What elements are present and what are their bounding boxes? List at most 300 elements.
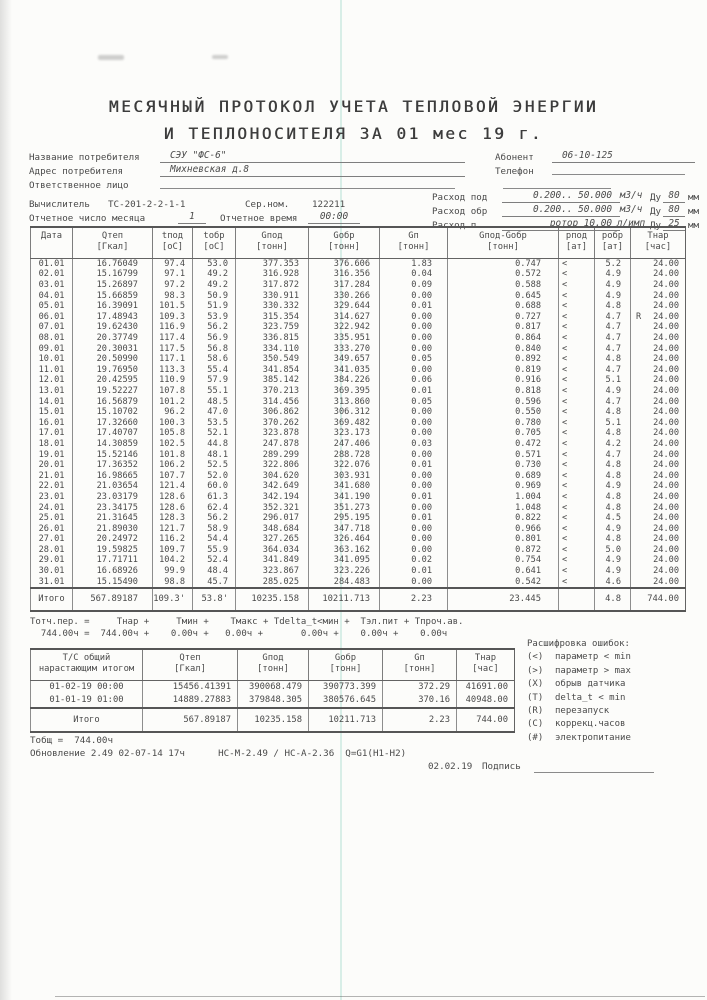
tnar-value: 24.00 — [653, 364, 679, 375]
cell: 30.01 — [31, 566, 73, 577]
cell: 116.2 — [153, 534, 193, 545]
cell: 0.05 — [380, 354, 448, 365]
column-header — [559, 227, 595, 258]
legend-code: (<) — [527, 652, 544, 663]
cell: 58.6 — [193, 354, 236, 365]
cell: 333.270 — [309, 344, 380, 355]
cell: 323.759 — [236, 322, 309, 333]
flow-value-2: ротор 10.00 — [502, 218, 620, 231]
cell: 19.62430 — [73, 322, 153, 333]
footer-date: 02.02.19 — [428, 761, 473, 772]
column-title: Тнар — [647, 231, 669, 241]
cell: 56.9 — [193, 333, 236, 344]
cell: 4.7 — [595, 322, 631, 333]
cell: 314.456 — [236, 397, 309, 408]
cell: < — [559, 407, 595, 418]
total-tnar: 744.00 — [631, 588, 686, 611]
cell: 03.01 — [31, 280, 73, 291]
cell: 329.644 — [309, 301, 380, 312]
column-header — [457, 649, 515, 680]
column-unit: [тонн] — [256, 242, 288, 253]
cell: 27.01 — [31, 534, 73, 545]
cell-tnar — [631, 481, 686, 492]
cell: 121.7 — [153, 524, 193, 535]
tnar-value: 24.00 — [653, 566, 679, 577]
cell: 97.2 — [153, 280, 193, 291]
cell: 15.15490 — [73, 577, 153, 589]
cell: 1.83 — [380, 258, 448, 269]
consumer-name-value: СЭУ "ФС-6" — [160, 150, 465, 163]
cell: 52.5 — [193, 460, 236, 471]
cell: 52.1 — [193, 428, 236, 439]
tnar-value: 24.00 — [653, 269, 679, 280]
column-title: tпод — [161, 231, 184, 241]
cell: 0.472 — [448, 439, 559, 450]
cell: 247.878 — [236, 439, 309, 450]
flow-du-value-2: 25 — [663, 218, 685, 231]
cell: 0.688 — [448, 301, 559, 312]
tnar-value: 24.00 — [653, 460, 679, 471]
column-title: Gобр — [333, 231, 355, 241]
cell: 4.6 — [595, 577, 631, 589]
cell: 16.68926 — [73, 566, 153, 577]
table-row — [31, 471, 686, 482]
cell: 117.4 — [153, 333, 193, 344]
column-unit: [тонн] — [397, 242, 430, 253]
column-header — [31, 649, 143, 680]
cell: 4.8 — [595, 503, 631, 514]
cell-tnar — [631, 460, 686, 471]
cell: 41691.00 — [457, 680, 515, 694]
table-row — [31, 269, 686, 280]
column-unit: [тонн] — [487, 242, 519, 253]
cell: 0.00 — [380, 312, 448, 323]
cell: 45.7 — [193, 577, 236, 589]
cell: < — [559, 258, 595, 269]
calculator-label: Вычислитель — [29, 199, 90, 210]
cell-tnar — [631, 566, 686, 577]
tnar-value: 24.00 — [653, 491, 679, 502]
total-tpod: 109.3' — [153, 588, 193, 611]
cell: 09.01 — [31, 344, 73, 355]
tnar-value: 24.00 — [653, 417, 679, 428]
cell: 01-02-19 00:00 — [31, 680, 143, 694]
cell: 4.8 — [595, 534, 631, 545]
cell: 330.332 — [236, 301, 309, 312]
tnar-value: 24.00 — [653, 311, 679, 322]
cell: 0.01 — [380, 460, 448, 471]
cell: 370.213 — [236, 386, 309, 397]
column-unit: [оС] — [161, 242, 184, 253]
total-label: Итого — [31, 588, 73, 611]
flow-label-2: Расход п — [432, 220, 477, 231]
column-header — [238, 649, 309, 680]
cell: 15456.41391 — [143, 680, 238, 694]
signature-label: Подпись — [482, 761, 521, 772]
cell: 15.16799 — [73, 269, 153, 280]
cell: 105.8 — [153, 428, 193, 439]
tnar-value: 24.00 — [653, 428, 679, 439]
cell: 29.01 — [31, 555, 73, 566]
cell: 306.312 — [309, 407, 380, 418]
table-row — [31, 524, 686, 535]
cumulative-header-row — [31, 649, 515, 680]
cell: < — [559, 555, 595, 566]
cell: 370.16 — [383, 694, 457, 708]
cell: 4.2 — [595, 439, 631, 450]
cell: 341.680 — [309, 481, 380, 492]
tnar-value: 24.00 — [653, 438, 679, 449]
total-gobr: 10211.713 — [309, 588, 380, 611]
column-header — [236, 227, 309, 258]
tnar-value: 24.00 — [653, 301, 679, 312]
column-unit: [час] — [644, 242, 672, 253]
phone-value-blank — [552, 164, 685, 175]
cell: 19.59825 — [73, 545, 153, 556]
cell: 53.9 — [193, 312, 236, 323]
document-title-line1: МЕСЯЧНЫЙ ПРОТОКОЛ УЧЕТА ТЕПЛОВОЙ ЭНЕРГИИ — [108, 97, 599, 116]
total-gpod: 10235.158 — [236, 588, 309, 611]
cell: 0.00 — [380, 407, 448, 418]
cell: 52.0 — [193, 471, 236, 482]
column-header — [309, 227, 380, 258]
cell: 285.025 — [236, 577, 309, 589]
cumulative-row — [31, 694, 515, 708]
cumulative-total-qtep: 567.89187 — [143, 708, 238, 732]
table-row — [31, 566, 686, 577]
legend-item — [527, 718, 631, 731]
cell: 58.9 — [193, 524, 236, 535]
error-flag: R — [636, 311, 642, 322]
address-label: Адрес потребителя — [29, 166, 124, 177]
cell: < — [559, 312, 595, 323]
cell: 384.226 — [309, 375, 380, 386]
cell: 26.01 — [31, 524, 73, 535]
cell: 336.815 — [236, 333, 309, 344]
cell: 314.627 — [309, 312, 380, 323]
cell: < — [559, 450, 595, 461]
tnar-value: 24.00 — [653, 258, 679, 269]
flow-mm-0: мм — [688, 192, 700, 203]
column-title: Дата — [40, 231, 63, 241]
cell: 01.01 — [31, 258, 73, 269]
cell: 313.860 — [309, 397, 380, 408]
column-title: Тнар — [474, 653, 497, 663]
cell: 370.262 — [236, 418, 309, 429]
table-row — [31, 344, 686, 355]
total-robr: 4.8 — [595, 588, 631, 611]
total-qtep: 567.89187 — [73, 588, 153, 611]
column-header — [193, 227, 236, 258]
cell: 4.8 — [595, 492, 631, 503]
flow-unit-1: м3/ч — [619, 204, 643, 215]
column-header — [309, 649, 383, 680]
tnar-value: 24.00 — [653, 470, 679, 481]
cell: 0.588 — [448, 280, 559, 291]
cell: 0.01 — [380, 386, 448, 397]
serial-label: Сер.ном. — [245, 199, 290, 210]
cell-tnar — [631, 280, 686, 291]
blank-line — [503, 178, 611, 189]
total-tobr: 53.8' — [193, 588, 236, 611]
cell-tnar — [631, 344, 686, 355]
cell-tnar — [631, 534, 686, 545]
cell: < — [559, 481, 595, 492]
cell: 0.00 — [380, 418, 448, 429]
cell: 334.110 — [236, 344, 309, 355]
cell: 349.657 — [309, 354, 380, 365]
legend-text: перезапуск — [555, 706, 610, 717]
cell: 02.01 — [31, 269, 73, 280]
cell: 347.718 — [309, 524, 380, 535]
column-title: робр — [601, 231, 624, 241]
cell: 0.645 — [448, 291, 559, 302]
cell: 0.747 — [448, 258, 559, 269]
cell: 0.00 — [380, 450, 448, 461]
cell: 4.7 — [595, 312, 631, 323]
cell-tnar — [631, 354, 686, 365]
cell: 326.464 — [309, 534, 380, 545]
legend-item — [527, 665, 631, 678]
flow-du-label-2: Ду — [650, 220, 662, 231]
cell: 55.4 — [193, 365, 236, 376]
flow-du-value-0: 80 — [663, 190, 685, 203]
cell: 341.035 — [309, 365, 380, 376]
cell: 110.9 — [153, 375, 193, 386]
column-unit: нарастающим итогом — [38, 664, 135, 675]
cell-tnar — [631, 524, 686, 535]
cell: 335.951 — [309, 333, 380, 344]
cell-tnar — [631, 428, 686, 439]
report-time-value: 00:00 — [308, 211, 360, 224]
tnar-value: 24.00 — [653, 523, 679, 534]
cell: 323.867 — [236, 566, 309, 577]
cell: < — [559, 291, 595, 302]
cell-tnar — [631, 258, 686, 269]
table-row — [31, 534, 686, 545]
legend-text: электропитание — [555, 732, 631, 743]
cell: 330.266 — [309, 291, 380, 302]
tnar-value: 24.00 — [653, 385, 679, 396]
total-gp: 2.23 — [380, 588, 448, 611]
cell: 0.00 — [380, 524, 448, 535]
cell: 0.00 — [380, 365, 448, 376]
cell: 316.356 — [309, 269, 380, 280]
cell-tnar — [631, 322, 686, 333]
cell: 0.892 — [448, 354, 559, 365]
cell: 4.9 — [595, 481, 631, 492]
legend-code: (R) — [527, 706, 544, 717]
cell: 121.4 — [153, 481, 193, 492]
cell: 0.966 — [448, 524, 559, 535]
phone-label: Телефон — [495, 166, 534, 177]
cell: 327.265 — [236, 534, 309, 545]
cell: 0.00 — [380, 291, 448, 302]
cell: 21.89030 — [73, 524, 153, 535]
column-unit: [ат] — [601, 242, 624, 253]
table-row — [31, 407, 686, 418]
cell: 05.01 — [31, 301, 73, 312]
column-header — [143, 649, 238, 680]
cell: < — [559, 524, 595, 535]
cell: 0.09 — [380, 280, 448, 291]
daily-readings-table — [30, 226, 686, 612]
cell: 16.76049 — [73, 258, 153, 269]
column-unit: [Гкал] — [174, 664, 206, 675]
cell: 99.9 — [153, 566, 193, 577]
cell: 08.01 — [31, 333, 73, 344]
cell: 5.1 — [595, 375, 631, 386]
cumulative-total-gobr: 10211.713 — [309, 708, 383, 732]
cell: 10.01 — [31, 354, 73, 365]
document-title-line2: И ТЕПЛОНОСИТЕЛЯ ЗА 01 мес 19 г. — [163, 124, 544, 143]
cell: 113.3 — [153, 365, 193, 376]
cell: 0.05 — [380, 397, 448, 408]
cell: 5.2 — [595, 258, 631, 269]
cell: 01-01-19 01:00 — [31, 694, 143, 708]
legend-code: (>) — [527, 665, 544, 676]
cell: 323.173 — [309, 428, 380, 439]
cell-tnar — [631, 418, 686, 429]
cell-tnar — [631, 333, 686, 344]
flow-value-0: 0.200.. 50.000 — [502, 190, 620, 203]
column-unit: [тонн] — [257, 664, 289, 675]
cell: 303.931 — [309, 471, 380, 482]
column-title: Т/С общий — [62, 653, 111, 663]
cell-tnar — [631, 386, 686, 397]
cell: 17.40707 — [73, 428, 153, 439]
cell: 14.30859 — [73, 439, 153, 450]
column-unit: [Гкал] — [96, 242, 129, 253]
cell: 348.684 — [236, 524, 309, 535]
tnar-value: 24.00 — [653, 502, 679, 513]
cell: 0.818 — [448, 386, 559, 397]
cell: 0.00 — [380, 577, 448, 589]
legend-text: коррекц.часов — [555, 719, 626, 730]
cell: 0.572 — [448, 269, 559, 280]
table-row — [31, 450, 686, 461]
legend-text: delta_t < min — [555, 692, 626, 703]
cell: 20.01 — [31, 460, 73, 471]
cell: 322.942 — [309, 322, 380, 333]
column-header — [31, 227, 73, 258]
cell: 22.01 — [31, 481, 73, 492]
cell-tnar — [631, 555, 686, 566]
tnar-value: 24.00 — [653, 333, 679, 343]
cell: 98.3 — [153, 291, 193, 302]
scan-bottom-edge — [55, 996, 705, 997]
flow-du-label-0: Ду — [650, 192, 662, 203]
total-rpod — [559, 588, 595, 611]
cumulative-row — [31, 680, 515, 694]
cell: 14.01 — [31, 397, 73, 408]
cell: 20.42595 — [73, 375, 153, 386]
cell: 377.353 — [236, 258, 309, 269]
cell-tnar — [631, 269, 686, 280]
abonent-value: 06-10-125 — [552, 150, 695, 163]
column-unit: [тонн] — [403, 664, 436, 675]
cell: 0.00 — [380, 428, 448, 439]
table-row — [31, 418, 686, 429]
cell: 0.01 — [380, 513, 448, 524]
cell: 96.2 — [153, 407, 193, 418]
cell: 0.550 — [448, 407, 559, 418]
legend-text: параметр < min — [555, 652, 631, 663]
cell: 342.649 — [236, 481, 309, 492]
cell: 4.8 — [595, 460, 631, 471]
legend-item — [527, 678, 631, 691]
cell: 0.780 — [448, 418, 559, 429]
cell: 20.37749 — [73, 333, 153, 344]
cell: 52.4 — [193, 555, 236, 566]
cell-tnar — [631, 407, 686, 418]
cell: 17.01 — [31, 428, 73, 439]
column-header — [153, 227, 193, 258]
column-title: Gп — [414, 653, 425, 663]
cell: 0.00 — [380, 481, 448, 492]
legend-item — [527, 692, 631, 705]
cell: 54.4 — [193, 534, 236, 545]
cell: 4.9 — [595, 280, 631, 291]
cell: 4.9 — [595, 291, 631, 302]
column-title: Gпод — [261, 231, 283, 241]
cumulative-total-row — [31, 708, 515, 732]
cell: 49.2 — [193, 280, 236, 291]
cell: 102.5 — [153, 439, 193, 450]
cell-tnar — [631, 545, 686, 556]
cell-tnar — [631, 301, 686, 312]
cell: 385.142 — [236, 375, 309, 386]
cell: 06.01 — [31, 312, 73, 323]
cell: < — [559, 397, 595, 408]
column-title: Gп — [408, 231, 419, 241]
cell: 322.806 — [236, 460, 309, 471]
cell: 0.06 — [380, 375, 448, 386]
cell: 247.406 — [309, 439, 380, 450]
cell: 372.29 — [383, 680, 457, 694]
column-title: tобр — [203, 231, 225, 241]
cell: 284.483 — [309, 577, 380, 589]
column-header — [448, 227, 559, 258]
table-header-row — [31, 227, 686, 258]
column-header — [380, 227, 448, 258]
cell: 16.98665 — [73, 471, 153, 482]
cell: 07.01 — [31, 322, 73, 333]
legend-item — [527, 705, 631, 718]
table-row — [31, 291, 686, 302]
cell: 16.39091 — [73, 301, 153, 312]
cell: 15.10702 — [73, 407, 153, 418]
tnar-value: 24.00 — [653, 396, 679, 407]
cell: < — [559, 365, 595, 376]
cell: 4.5 — [595, 513, 631, 524]
cell: 4.7 — [595, 450, 631, 461]
cumulative-total-gp: 2.23 — [383, 708, 457, 732]
responsible-value-blank — [160, 178, 455, 189]
cell: 341.849 — [236, 555, 309, 566]
tnar-value: 24.00 — [653, 576, 679, 587]
cell: 4.8 — [595, 301, 631, 312]
cell: 323.226 — [309, 566, 380, 577]
cell: < — [559, 566, 595, 577]
cell: 341.095 — [309, 555, 380, 566]
cumulative-total-tnar: 744.00 — [457, 708, 515, 732]
column-unit: [час] — [472, 664, 499, 675]
cell-tnar — [631, 291, 686, 302]
column-unit: [тонн] — [328, 242, 360, 253]
column-header — [73, 227, 153, 258]
cell: 323.878 — [236, 428, 309, 439]
